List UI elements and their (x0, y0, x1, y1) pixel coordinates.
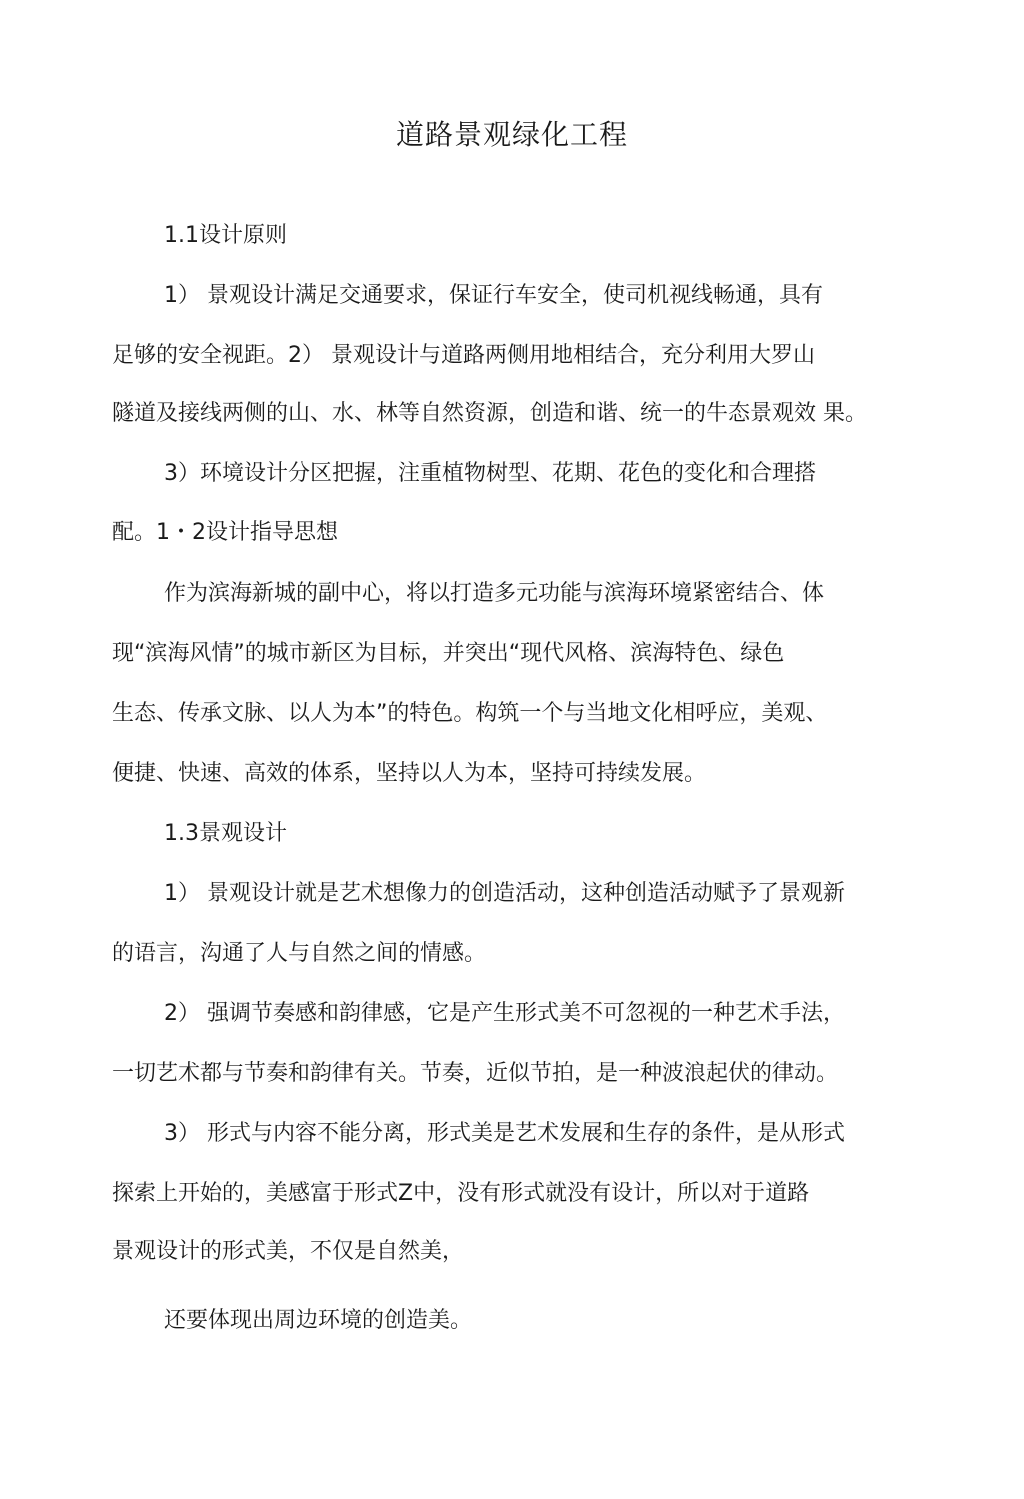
paragraph-line: 一切艺术都与节奏和韵律有关。节奏，近似节拍，是一种波浪起伏的律动。 (112, 1061, 839, 1086)
paragraph-line: 足够的安全视距。2） 景观设计与道路两侧用地相结合，充分利用大罗山 (112, 343, 815, 368)
paragraph-line: 生态、传承文脉、以人为本”的特色。构筑一个与当地文化相呼应，美观、 (112, 701, 828, 726)
paragraph-line: 探索上开始的，美感富于形式Z中，没有形式就没有设计，所以对于道路 (112, 1181, 810, 1206)
paragraph-line: 景观设计的形式美，不仅是自然美， (112, 1239, 465, 1264)
section-heading-1-1: 1.1设计原则 (164, 223, 287, 248)
paragraph-line: 3） 形式与内容不能分离，形式美是艺术发展和生存的条件，是从形式 (164, 1121, 845, 1146)
paragraph-line: 1） 景观设计就是艺术想像力的创造活动，这种创造活动赋予了景观新 (164, 881, 845, 906)
paragraph-line: 的语言，沟通了人与自然之间的情感。 (112, 941, 487, 966)
document-title: 道路景观绿化工程 (395, 117, 628, 151)
paragraph-line: 便捷、快速、高效的体系，坚持以人为本，坚持可持续发展。 (112, 761, 707, 786)
paragraph-line: 还要体现出周边环境的创造美。 (164, 1308, 473, 1333)
paragraph-line: 现“滨海风情”的城市新区为目标，并突出“现代风格、滨海特色、绿色 (112, 641, 785, 666)
paragraph-line: 配。1・2设计指导思想 (112, 520, 338, 545)
paragraph-line: 隧道及接线两侧的山、水、林等自然资源，创造和谐、统一的牛态景观效 果。 (112, 401, 867, 426)
paragraph-line: 1） 景观设计满足交通要求，保证行车安全，使司机视线畅通，具有 (164, 283, 823, 308)
section-heading-1-3: 1.3景观设计 (164, 821, 287, 846)
paragraph-line: 作为滨海新城的副中心，将以打造多元功能与滨海环境紧密结合、体 (164, 581, 825, 606)
paragraph-line: 3）环境设计分区把握，注重植物树型、花期、花色的变化和合理搭 (164, 461, 816, 486)
paragraph-line: 2） 强调节奏感和韵律感，它是产生形式美不可忽视的一种艺术手法， (164, 1001, 845, 1026)
